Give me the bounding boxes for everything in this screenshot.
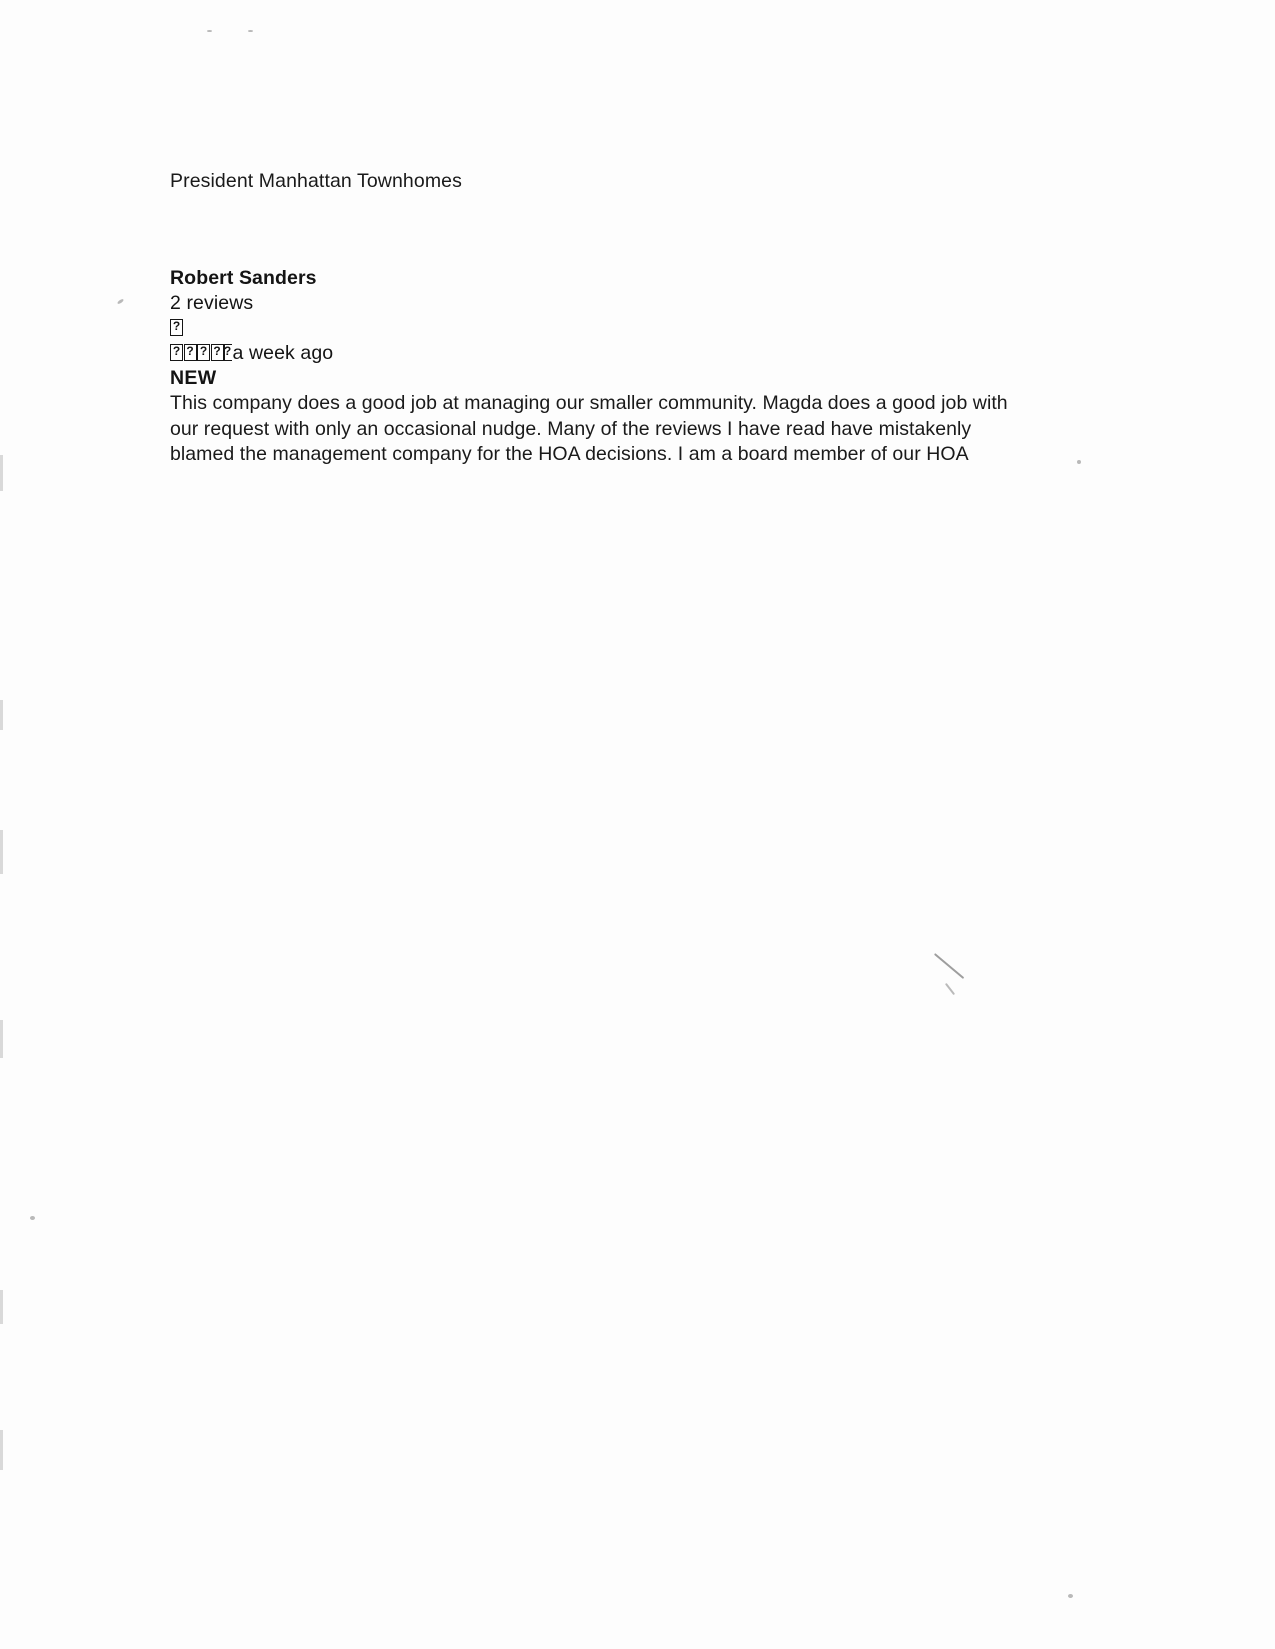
scan-speck	[248, 30, 253, 32]
scan-edge-mark	[0, 830, 3, 874]
scan-edge-mark	[0, 1290, 3, 1324]
scan-edge-mark	[0, 1430, 3, 1470]
avatar-glyph-row	[170, 316, 1070, 341]
review-timestamp: a week ago	[232, 342, 334, 364]
scan-speck	[1077, 460, 1081, 464]
star-rating-missing-glyph-icon	[184, 344, 197, 361]
review-body-text	[170, 391, 1050, 468]
scan-speck	[30, 1216, 35, 1220]
new-badge: NEW	[170, 367, 217, 389]
star-rating-missing-glyph-icon	[211, 344, 224, 361]
star-rating-missing-glyph-icon	[170, 344, 183, 361]
page-title: President Manhattan Townhomes	[170, 170, 462, 192]
stray-pen-mark	[934, 953, 965, 979]
stray-pen-mark	[945, 983, 955, 995]
scan-edge-mark	[0, 700, 3, 730]
review-body-line: blamed the management company for the HOA decisions. I am a board member of our HOA	[170, 443, 969, 465]
reviewer-name: Robert Sanders	[170, 267, 317, 289]
scan-edge-mark	[0, 1020, 3, 1058]
missing-glyph-box-icon	[170, 319, 183, 336]
review-card	[170, 266, 1070, 468]
scan-speck	[1068, 1594, 1073, 1598]
document-content	[170, 168, 1070, 468]
reviewer-review-count: 2 reviews	[170, 292, 254, 314]
review-body-line: This company does a good job at managing our smaller community. Magda does a good job with	[170, 392, 1008, 414]
scan-speck	[207, 30, 212, 32]
star-rating-missing-glyph-icon	[197, 344, 210, 361]
scan-edge-mark	[0, 455, 3, 491]
review-body-line: our request with only an occasional nudge. Many of the reviews I have read have mistakenly	[170, 417, 972, 440]
star-rating-missing-glyph-icon	[224, 344, 232, 361]
rating-and-timestamp-row	[170, 341, 1070, 366]
scan-speck	[117, 298, 124, 304]
